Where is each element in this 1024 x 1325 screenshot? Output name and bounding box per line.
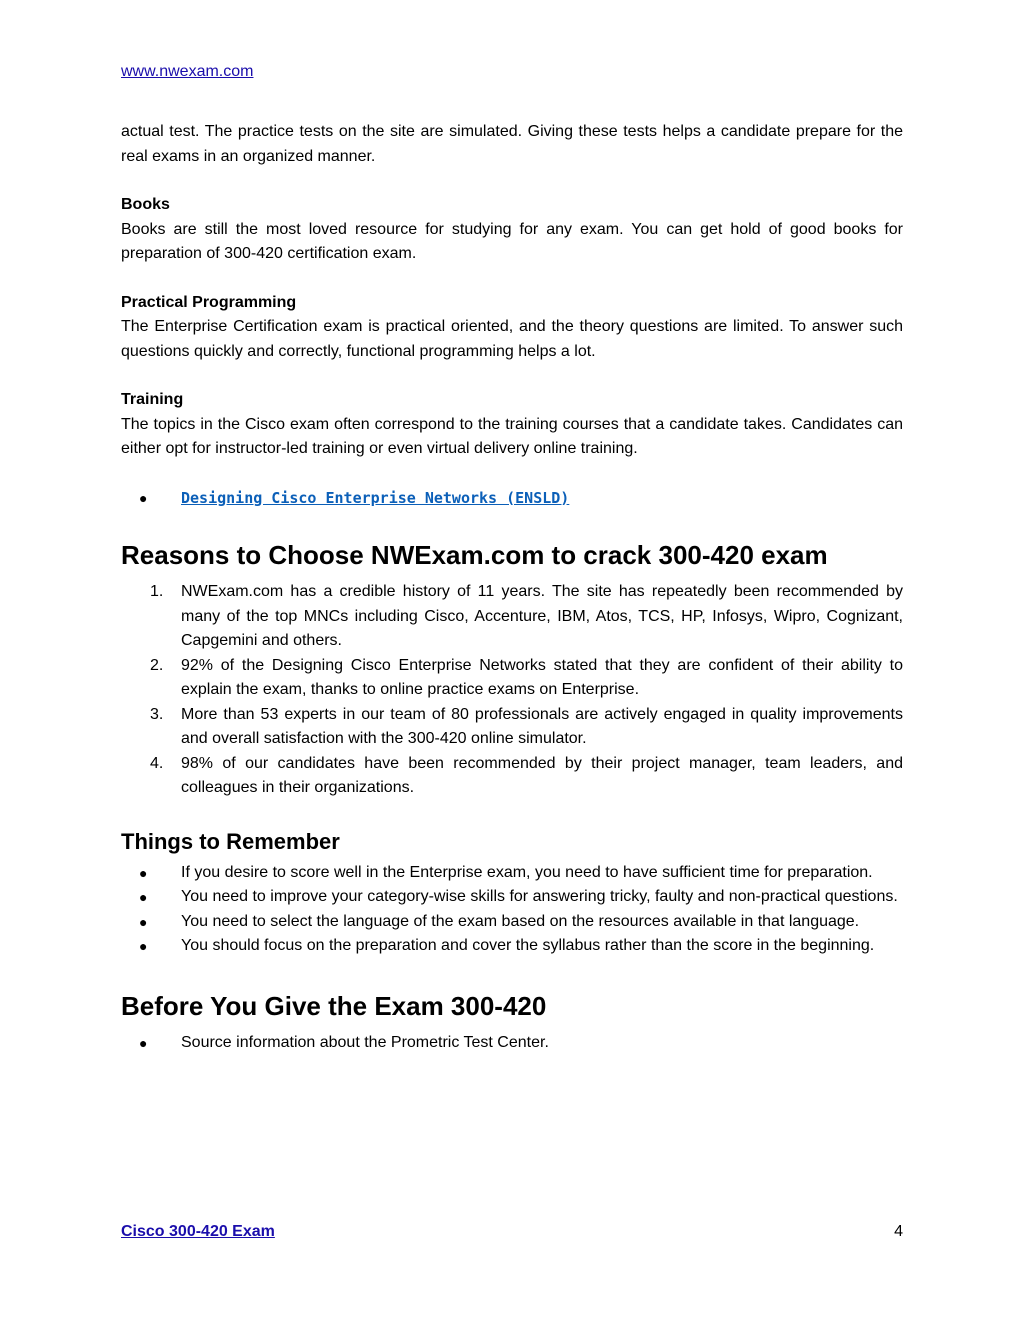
list-item-text: You should focus on the preparation and cover the syllabus rather than the score in the beginning. xyxy=(181,937,875,954)
list-item xyxy=(121,934,903,959)
before-exam-list xyxy=(121,1031,903,1056)
list-item xyxy=(121,486,903,512)
footer-exam-link[interactable]: Cisco 300-420 Exam xyxy=(121,1223,275,1240)
list-item-text: You need to select the language of the exam based on the resources available in that language. xyxy=(181,912,860,930)
list-item xyxy=(121,580,903,654)
list-item xyxy=(121,1031,903,1056)
section-text-books: Books are still the most loved resource for studying for any exam. You can get hold of good books for preparation of 300-420 certification exam. xyxy=(121,220,903,262)
list-number: 2. xyxy=(150,656,164,674)
bullet-icon: ● xyxy=(139,913,148,930)
intro-paragraph: actual test. The practice tests on the site are simulated. Giving these tests helps a candidate prepare for the real exams in an organized manner. xyxy=(121,123,903,165)
bullet-icon: ● xyxy=(139,864,148,881)
training-links-list xyxy=(121,486,903,512)
list-item-text: More than 53 experts in our team of 80 professionals are actively engaged in quality improvements and overall satisfaction with the 300-420 online simulator. xyxy=(181,705,903,747)
list-item-text: Source information about the Prometric Test Center. xyxy=(181,1033,549,1051)
section-title-training: Training xyxy=(121,391,184,408)
list-item xyxy=(121,885,903,910)
list-item xyxy=(121,910,903,935)
list-item xyxy=(121,752,903,801)
bullet-icon: ● xyxy=(139,489,148,506)
list-item-text: 98% of our candidates have been recommended by their project manager, team leaders, and colleagues in their organizations. xyxy=(181,754,903,796)
remember-list xyxy=(121,861,903,959)
list-item-text: You need to improve your category-wise skills for answering tricky, faulty and non-practical questions. xyxy=(181,888,898,905)
section-training xyxy=(121,388,903,462)
reasons-list xyxy=(121,580,903,801)
list-number: 1. xyxy=(150,583,164,600)
bullet-icon: ● xyxy=(139,1034,148,1051)
bullet-icon: ● xyxy=(139,938,148,954)
section-practical-programming xyxy=(121,291,903,365)
list-item-text: If you desire to score well in the Enterprise exam, you need to have sufficient time for preparation. xyxy=(181,863,873,881)
section-text-practical-programming: The Enterprise Certification exam is practical oriented, and the theory questions are limited. To answer such questions quickly and correctly, functional programming helps a lot. xyxy=(121,318,903,360)
remember-heading: Things to Remember xyxy=(121,828,340,854)
list-number: 4. xyxy=(150,754,164,772)
list-item-text: NWExam.com has a credible history of 11 years. The site has repeatedly been recommended by many of the top MNCs including Cisco, Accenture, IBM, Atos, TCS, HP, Infosys, Wipro, Cognizant, Capgemini and others. xyxy=(181,583,903,649)
list-item xyxy=(121,654,903,703)
reasons-heading: Reasons to Choose NWExam.com to crack 300-420 exam xyxy=(121,540,828,570)
page-number: 4 xyxy=(894,1223,903,1240)
list-item xyxy=(121,703,903,752)
section-text-training: The topics in the Cisco exam often correspond to the training courses that a candidate takes. Candidates can either opt for instructor-led training or even virtual delivery online training. xyxy=(121,415,903,457)
site-header-link[interactable]: www.nwexam.com xyxy=(121,63,254,80)
section-title-books: Books xyxy=(121,196,170,213)
before-exam-heading: Before You Give the Exam 300-420 xyxy=(121,990,547,1021)
list-item-text: 92% of the Designing Cisco Enterprise Networks stated that they are confident of their ability to explain the exam, thanks to online practice exams on Enterprise. xyxy=(181,656,903,698)
page-content xyxy=(121,120,903,1055)
list-item xyxy=(121,861,903,886)
ensld-course-link[interactable]: Designing Cisco Enterprise Networks (ENSLD) xyxy=(181,488,570,507)
section-title-practical-programming: Practical Programming xyxy=(121,293,297,311)
list-number: 3. xyxy=(150,705,164,723)
bullet-icon: ● xyxy=(139,889,148,905)
section-books xyxy=(121,193,903,267)
